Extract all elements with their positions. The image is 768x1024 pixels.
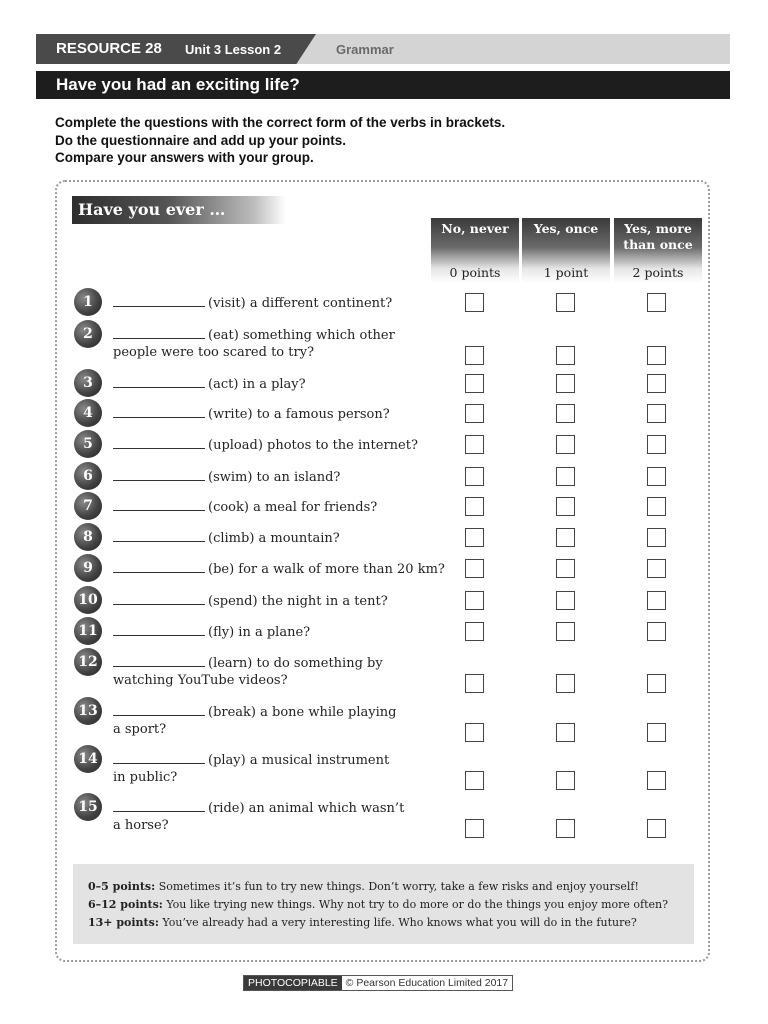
question-line: (cook) a meal for friends? [208, 500, 378, 515]
question-text [113, 326, 395, 361]
question-text [113, 654, 383, 689]
score-row [88, 916, 637, 929]
answer-checkbox[interactable] [465, 346, 484, 365]
answer-checkbox[interactable] [556, 674, 575, 693]
question-line: (break) a bone while playing [208, 705, 397, 720]
column-header-yes-more [614, 218, 702, 283]
question-text [113, 751, 389, 786]
score-text: You like trying new things. Why not try to do more or do the things you enjoy more often? [166, 898, 669, 911]
answer-checkbox[interactable] [556, 591, 575, 610]
score-range: 0–5 points: [88, 880, 156, 893]
question-line: (act) in a play? [208, 377, 306, 392]
question-line: (visit) a different continent? [208, 296, 393, 311]
score-text: Sometimes it’s fun to try new things. Don’t worry, take a few risks and enjoy yourself! [158, 880, 639, 893]
question-line: (swim) to an island? [208, 470, 341, 485]
answer-checkbox[interactable] [647, 374, 666, 393]
question-number: 2 [74, 320, 102, 348]
answer-checkbox[interactable] [465, 622, 484, 641]
question-text [113, 529, 340, 547]
score-text: You’ve already had a very interesting life. Who knows what you will do in the future? [162, 916, 637, 929]
answer-checkbox[interactable] [647, 559, 666, 578]
answer-checkbox[interactable] [647, 528, 666, 547]
resource-header [36, 34, 730, 64]
answer-blank[interactable] [113, 468, 205, 481]
answer-blank[interactable] [113, 375, 205, 388]
answer-checkbox[interactable] [556, 374, 575, 393]
question-line: (eat) something which other [208, 328, 395, 343]
title-bar [36, 71, 730, 99]
answer-blank[interactable] [113, 498, 205, 511]
photocopiable-label: PHOTOCOPIABLE [244, 976, 342, 990]
answer-checkbox[interactable] [465, 819, 484, 838]
answer-checkbox[interactable] [647, 674, 666, 693]
answer-checkbox[interactable] [647, 819, 666, 838]
answer-blank[interactable] [113, 560, 205, 573]
score-key [73, 864, 694, 944]
column-label: Yes, once [533, 221, 599, 236]
question-number: 6 [74, 462, 102, 490]
column-header-yes-once [522, 218, 610, 283]
question-text [113, 468, 340, 486]
answer-blank[interactable] [113, 326, 205, 339]
question-number: 5 [74, 430, 102, 458]
question-number: 14 [74, 745, 102, 773]
score-range: 6–12 points: [88, 898, 163, 911]
answer-blank[interactable] [113, 592, 205, 605]
answer-blank[interactable] [113, 799, 205, 812]
score-row [88, 898, 668, 911]
question-text [113, 405, 390, 423]
instruction-line: Complete the questions with the correct form of the verbs in brackets. [55, 115, 506, 130]
answer-checkbox[interactable] [647, 771, 666, 790]
answer-blank[interactable] [113, 751, 205, 764]
answer-blank[interactable] [113, 405, 205, 418]
question-number: 4 [74, 399, 102, 427]
answer-checkbox[interactable] [465, 591, 484, 610]
question-number: 1 [74, 288, 102, 316]
question-number: 11 [74, 617, 102, 645]
question-text [113, 498, 377, 516]
question-text [113, 436, 418, 454]
question-text [113, 799, 404, 834]
answer-checkbox[interactable] [647, 497, 666, 516]
column-points: 2 points [632, 265, 684, 280]
question-line: (play) a musical instrument [208, 753, 390, 768]
question-text [113, 375, 306, 393]
question-text [113, 623, 310, 641]
question-line: in public? [113, 770, 178, 785]
question-line: people were too scared to try? [113, 345, 315, 360]
question-line: (write) to a famous person? [208, 407, 390, 422]
answer-checkbox[interactable] [556, 819, 575, 838]
answer-checkbox[interactable] [556, 771, 575, 790]
question-line: (be) for a walk of more than 20 km? [208, 562, 445, 577]
question-text [113, 592, 388, 610]
question-line: (learn) to do something by [208, 656, 383, 671]
answer-checkbox[interactable] [556, 559, 575, 578]
question-line: a sport? [113, 722, 167, 737]
instruction-line: Do the questionnaire and add up your points. [55, 132, 347, 148]
column-header-no-never [431, 218, 519, 283]
answer-checkbox[interactable] [647, 435, 666, 454]
answer-checkbox[interactable] [647, 293, 666, 312]
instruction-line: Compare your answers with your group. [55, 150, 314, 165]
answer-checkbox[interactable] [556, 346, 575, 365]
unit-lesson: Unit 3 Lesson 2 [185, 42, 282, 57]
instructions [55, 114, 505, 167]
question-number: 15 [74, 793, 102, 821]
copyright: © Pearson Education Limited 2017 [345, 977, 509, 989]
answer-checkbox[interactable] [647, 346, 666, 365]
answer-checkbox[interactable] [556, 435, 575, 454]
question-number: 9 [74, 554, 102, 582]
question-line: (ride) an animal which wasn’t [208, 801, 405, 816]
question-text [113, 294, 392, 312]
answer-checkbox[interactable] [465, 467, 484, 486]
answer-checkbox[interactable] [556, 467, 575, 486]
answer-checkbox[interactable] [556, 528, 575, 547]
answer-checkbox[interactable] [465, 404, 484, 423]
score-row [88, 880, 639, 893]
answer-checkbox[interactable] [465, 497, 484, 516]
answer-checkbox[interactable] [465, 674, 484, 693]
answer-checkbox[interactable] [647, 591, 666, 610]
answer-blank[interactable] [113, 529, 205, 542]
question-text [113, 703, 396, 738]
resource-number: RESOURCE 28 [56, 40, 162, 57]
answer-checkbox[interactable] [465, 528, 484, 547]
question-text [113, 560, 445, 578]
answer-checkbox[interactable] [556, 723, 575, 742]
column-label: No, never [441, 221, 509, 236]
question-number: 7 [74, 492, 102, 520]
question-line: watching YouTube videos? [113, 673, 288, 688]
question-line: (fly) in a plane? [208, 625, 311, 640]
footer [243, 975, 513, 991]
answer-blank[interactable] [113, 623, 205, 636]
answer-blank[interactable] [113, 294, 205, 307]
answer-checkbox[interactable] [647, 723, 666, 742]
question-number: 10 [74, 586, 102, 614]
answer-checkbox[interactable] [465, 723, 484, 742]
section-label: Grammar [336, 42, 394, 57]
answer-checkbox[interactable] [465, 435, 484, 454]
question-line: (upload) photos to the internet? [208, 438, 418, 453]
answer-checkbox[interactable] [556, 497, 575, 516]
answer-blank[interactable] [113, 703, 205, 716]
answer-checkbox[interactable] [647, 467, 666, 486]
score-range: 13+ points: [88, 916, 159, 929]
answer-checkbox[interactable] [465, 293, 484, 312]
question-line: (climb) a mountain? [208, 531, 340, 546]
banner-text: Have you ever … [78, 200, 226, 219]
answer-checkbox[interactable] [465, 374, 484, 393]
page-title: Have you had an exciting life? [56, 75, 300, 94]
column-points: 1 point [543, 265, 589, 280]
answer-checkbox[interactable] [556, 404, 575, 423]
column-label: Yes, more than once [623, 221, 693, 252]
answer-checkbox[interactable] [647, 404, 666, 423]
question-line: a horse? [113, 818, 169, 833]
answer-checkbox[interactable] [556, 622, 575, 641]
question-number: 3 [74, 369, 102, 397]
question-number: 13 [74, 697, 102, 725]
answer-blank[interactable] [113, 436, 205, 449]
question-line: (spend) the night in a tent? [208, 594, 388, 609]
answer-blank[interactable] [113, 654, 205, 667]
answer-checkbox[interactable] [556, 293, 575, 312]
answer-checkbox[interactable] [465, 559, 484, 578]
questionnaire-banner [72, 196, 286, 224]
question-number: 12 [74, 648, 102, 676]
question-number: 8 [74, 523, 102, 551]
answer-checkbox[interactable] [647, 622, 666, 641]
column-points: 0 points [449, 265, 501, 280]
answer-checkbox[interactable] [465, 771, 484, 790]
